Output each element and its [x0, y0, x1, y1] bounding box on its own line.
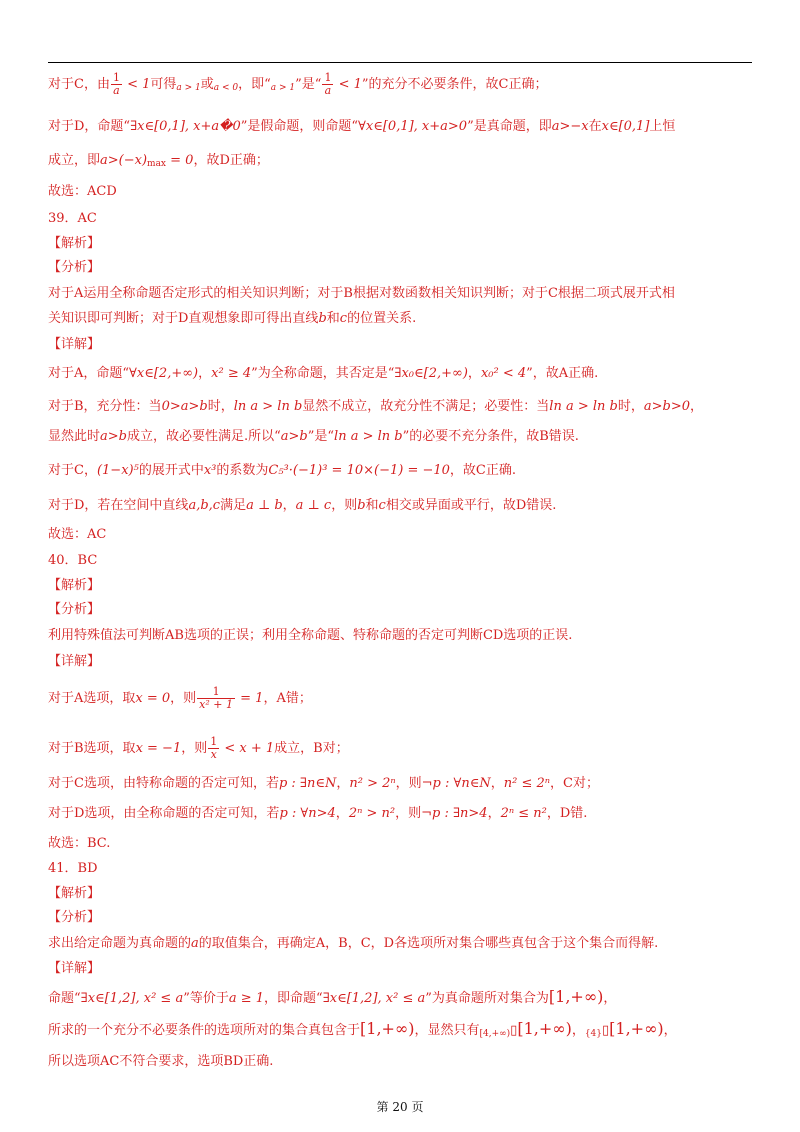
conclusion-line: 所以选项AC不符合要求，选项BD正确.: [48, 1054, 274, 1069]
header-rule: [48, 62, 752, 63]
math: a>−x: [551, 119, 589, 134]
section-label: 【详解】: [48, 337, 101, 352]
text-line-41b: 所求的一个充分不必要条件的选项所对的集合真包含于[1,+∞)，显然只有[4,+∞)▯[1,+∞)，{4}▯[1,+∞)，: [48, 1019, 677, 1039]
section-label: 【详解】: [48, 654, 101, 669]
text-line-39b1: 对于B，充分性：当0>a>b时，ln a > ln b显然不成立，故充分性不满足；必要性：当ln a > ln b时，a>b>0，: [48, 399, 704, 414]
subscript: max: [147, 159, 167, 169]
text: ，即“: [238, 77, 271, 92]
section-label: 【分析】: [48, 260, 101, 275]
text: ”是假命题，则命题“: [240, 119, 359, 134]
analysis-text: 关知识即可判断；对于D直观想象即可得出直线b和c的位置关系.: [48, 311, 417, 326]
math: ∀x∈[0,1], x+a>0: [358, 119, 468, 134]
section-label: 【解析】: [48, 236, 101, 251]
text-line-39a: 对于A，命题“∀x∈[2,+∞)，x² ≥ 4”为全称命题，其否定是“∃x₀∈[2,+∞)，x₀² < 4”，故A正确.: [48, 366, 599, 381]
math: < 1: [122, 77, 151, 92]
answer-line: 故选：ACD: [48, 184, 117, 199]
math: a > 1: [270, 83, 296, 93]
section-label: 【解析】: [48, 578, 101, 593]
text-line-c1: [48, 72, 547, 97]
analysis-text: 对于A运用全称命题否定形式的相关知识判断；对于B根据对数函数相关知识判断；对于C根据二项式展开式相: [48, 286, 675, 301]
fraction: $\frac{1}{a}$: [324, 71, 332, 97]
text: ”是“: [295, 77, 322, 92]
text-line-41a: 命题“∃x∈[1,2], x² ≤ a”等价于a ≥ 1，即命题“∃x∈[1,2], x² ≤ a”为真命题所对集合为[1,+∞)，: [48, 987, 617, 1006]
text: ，故D正确；: [193, 153, 269, 168]
question-number: 39．AC: [48, 211, 97, 226]
text: 在: [588, 119, 602, 134]
text-line-39d: 对于D，若在空间中直线a,b,c满足a ⊥ b，a ⊥ c，则b和c相交或异面或平行，故D错误.: [48, 498, 557, 513]
math: ∃x∈[0,1], x+a�0: [130, 119, 241, 134]
fraction: $\frac{1}{\text{x² + 1}}$: [199, 685, 233, 711]
text-line-d1: [48, 118, 675, 136]
text: ”的充分不必要条件，故C正确；: [361, 77, 548, 92]
text: ”是真命题，即: [467, 119, 552, 134]
text-line-40d: 对于D选项，由全称命题的否定可知，若p : ∀n>4，2ⁿ > n²，则¬p : ∃n>4，2ⁿ ≤ n²，D错.: [48, 806, 588, 821]
page-footer: 第 20 页: [376, 1100, 424, 1114]
answer-line: 故选：BC.: [48, 836, 111, 851]
text: 对于D，命题“: [48, 119, 131, 134]
answer-line: 故选：AC: [48, 527, 107, 542]
text: 成立，即: [48, 153, 101, 168]
text-line-40b: 对于B选项，取x = −1，则 $\frac{1}{x}$ < x + 1成立，B对；: [48, 735, 349, 761]
text: 上恒: [649, 119, 676, 134]
section-label: 【分析】: [48, 602, 101, 617]
analysis-text: 利用特殊值法可判断AB选项的正误；利用全称命题、特称命题的否定可判断CD选项的正误.: [48, 628, 573, 643]
math: a > 1: [176, 83, 201, 93]
text: 对于C，由: [48, 77, 110, 92]
question-number: 40．BC: [48, 553, 98, 568]
text: 或: [200, 77, 214, 92]
math: < 1: [334, 77, 362, 92]
text-line-40a: 对于A选项，取x = 0，则 $\frac{1}{\text{x² + 1}}$ = 1，A错；: [48, 685, 312, 711]
fraction: $\frac{1}{x}$: [210, 735, 218, 761]
text-line-40c: 对于C选项，由特称命题的否定可知，若p : ∃n∈N，n² > 2ⁿ，则¬p : ∀n∈N，n² ≤ 2ⁿ，C对；: [48, 776, 599, 791]
fraction: $\frac{1}{a}$: [112, 71, 120, 97]
text: 可得: [150, 77, 177, 92]
section-label: 【解析】: [48, 886, 101, 901]
math: x∈[0,1]: [601, 119, 650, 134]
section-label: 【详解】: [48, 961, 101, 976]
section-label: 【分析】: [48, 910, 101, 925]
text-line-d2: [48, 152, 269, 173]
math: a>(−x): [100, 153, 148, 168]
math: a < 0: [213, 83, 239, 93]
text-line-39c: 对于C，(1−x)⁵的展开式中x³的系数为C₅³·(−1)³ = 10×(−1) = −10，故C正确.: [48, 463, 516, 478]
math: = 0: [166, 153, 194, 168]
analysis-text: 求出给定命题为真命题的a的取值集合，再确定A，B，C，D各选项所对集合哪些真包含于这个集合而得解.: [48, 936, 659, 951]
text-line-39b2: 显然此时a>b成立，故必要性满足.所以“a>b”是“ln a > ln b”的必要不充分条件，故B错误.: [48, 429, 579, 444]
question-number: 41．BD: [48, 861, 98, 876]
